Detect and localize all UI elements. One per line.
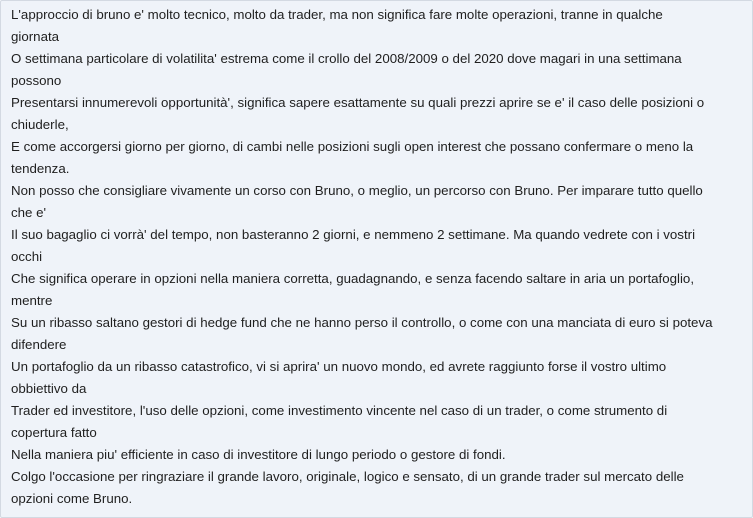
comment-text <box>11 4 744 510</box>
comment-line: E come accorgersi giorno per giorno, di cambi nelle posizioni sugli open interest che possano confermare o meno la <box>11 139 694 154</box>
comment-line: Colgo l'occasione per ringraziare il grande lavoro, originale, logico e sensato, di un grande trader sul mercato delle <box>11 469 684 484</box>
comment-line: O settimana particolare di volatilita' estrema come il crollo del 2008/2009 o del 2020 dove magari in una settimana <box>11 51 682 66</box>
comment-line: giornata <box>11 29 60 44</box>
comment-line: obbiettivo da <box>11 381 87 396</box>
comment-line: Trader ed investitore, l'uso delle opzioni, come investimento vincente nel caso di un trader, o come strumento di <box>11 403 668 418</box>
comment-line: Il suo bagaglio ci vorrà' del tempo, non basteranno 2 giorni, e nemmeno 2 settimane. Ma quando vedrete con i vostri <box>11 227 696 242</box>
comment-line: possono <box>11 73 62 88</box>
comment-line: mentre <box>11 293 53 308</box>
comment-line: difendere <box>11 337 67 352</box>
comment-line: occhi <box>11 249 43 264</box>
comment-line: copertura fatto <box>11 425 97 440</box>
comment-line: Nella maniera piu' efficiente in caso di investitore di lungo periodo o gestore di fondi. <box>11 447 506 462</box>
comment-line: Su un ribasso saltano gestori di hedge fund che ne hanno perso il controllo, o come con una manciata di euro si poteva <box>11 315 713 330</box>
comment-line: che e' <box>11 205 47 220</box>
comment-line: tendenza. <box>11 161 70 176</box>
comment-line: Che significa operare in opzioni nella maniera corretta, guadagnando, e senza facendo saltare in aria un portafoglio, <box>11 271 695 286</box>
comment-line: chiuderle, <box>11 117 69 132</box>
comment-line: Non posso che consigliare vivamente un corso con Bruno, o meglio, un percorso con Bruno. Per imparare tutto quello <box>11 183 703 198</box>
comment-line: L'approccio di bruno e' molto tecnico, molto da trader, ma non significa fare molte operazioni, tranne in qualche <box>11 7 663 22</box>
comment-line: opzioni come Bruno. <box>11 491 133 506</box>
comment-line: Presentarsi innumerevoli opportunità', significa sapere esattamente su quali prezzi aprire se e' il caso delle posizioni o <box>11 95 705 110</box>
comment-line: Un portafoglio da un ribasso catastrofico, vi si aprira' un nuovo mondo, ed avrete raggiunto forse il vostro ultimo <box>11 359 667 374</box>
